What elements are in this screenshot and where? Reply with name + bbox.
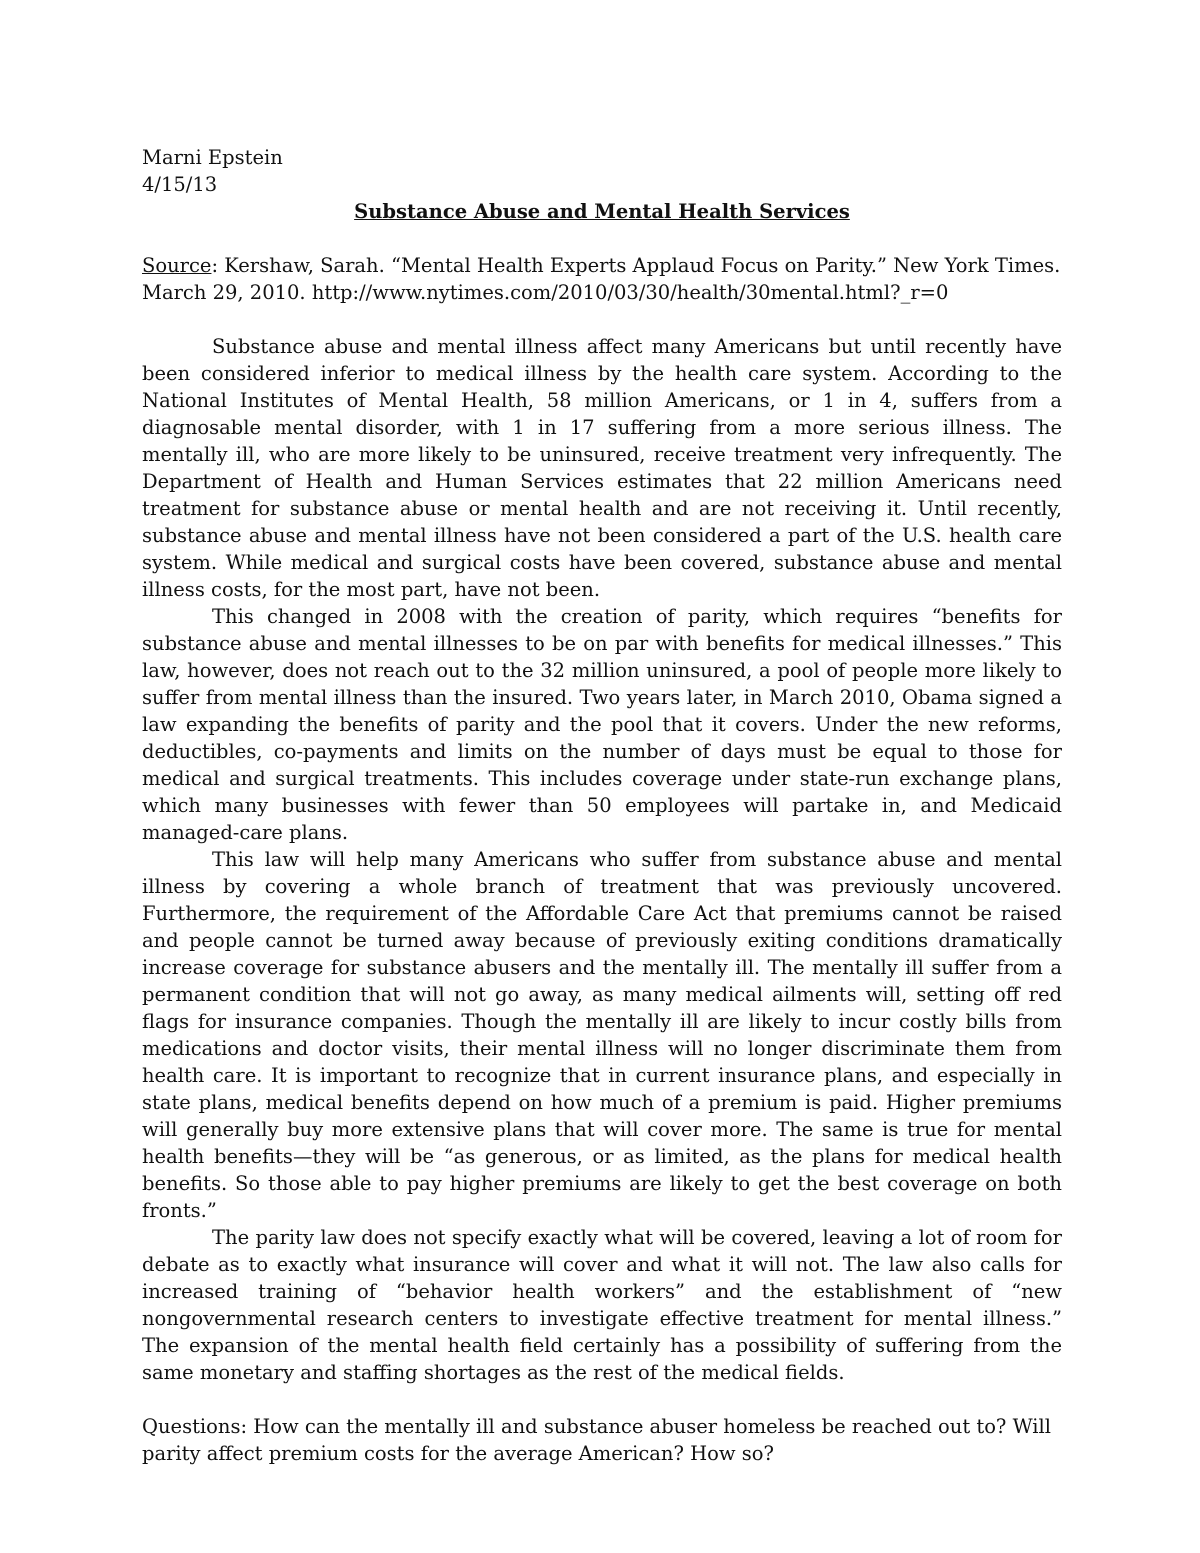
questions-paragraph: Questions: How can the mentally ill and substance abuser homeless be reached out to? Will parity affect premium costs for the average American? How so? [142, 1415, 1051, 1465]
spacer [142, 1386, 1062, 1413]
document-page [142, 144, 1062, 1467]
body-paragraph-2: This changed in 2008 with the creation of parity, which requires “benefits for substance abuse and mental illnesses to be on par with benefits for medical illnesses.” This law, however, does not reach out to the 32 million uninsured, a pool of people more likely to suffer from mental illness than the insured. Two years later, in March 2010, Obama signed a law expanding the benefits of parity and the pool that it covers. Under the new reforms, deductibles, co-payments and limits on the number of days must be equal to those for medical and surgical treatments. This includes coverage under state-run exchange plans, which many businesses with fewer than 50 employees will partake in, and Medicaid managed-care plans. [142, 605, 1062, 844]
document-title: Substance Abuse and Mental Health Services [354, 200, 850, 223]
source-citation-line-2: March 29, 2010. http://www.nytimes.com/2010/03/30/health/30mental.html?_r=0 [142, 281, 949, 304]
body-paragraph-1: Substance abuse and mental illness affect many Americans but until recently have been considered inferior to medical illness by the health care system. According to the National Institutes of Mental Health, 58 million Americans, or 1 in 4, suffers from a diagnosable mental disorder, with 1 in 17 suffering from a more serious illness. The mentally ill, who are more likely to be uninsured, receive treatment very infrequently. The Department of Health and Human Services estimates that 22 million Americans need treatment for substance abuse or mental health and are not receiving it. Until recently, substance abuse and mental illness have not been considered a part of the U.S. health care system. While medical and surgical costs have been covered, substance abuse and mental illness costs, for the most part, have not been. [142, 335, 1062, 601]
source-citation-line-1 [142, 252, 1062, 279]
source-citation-text: : Kershaw, Sarah. “Mental Health Experts Applaud Focus on Parity.” New York Times. [211, 254, 1061, 277]
document-date: 4/15/13 [142, 173, 218, 196]
spacer [142, 225, 1062, 252]
source-label: Source [142, 254, 212, 277]
author-name: Marni Epstein [142, 146, 283, 169]
body-paragraph-3: This law will help many Americans who suffer from substance abuse and mental illness by covering a whole branch of treatment that was previously uncovered. Furthermore, the requirement of the Affordable Care Act that premiums cannot be raised and people cannot be turned away because of previously exiting conditions dramatically increase coverage for substance abusers and the mentally ill. The mentally ill suffer from a permanent condition that will not go away, as many medical ailments will, setting off red flags for insurance companies. Though the mentally ill are likely to incur costly bills from medications and doctor visits, their mental illness will no longer discriminate them from health care. It is important to recognize that in current insurance plans, and especially in state plans, medical benefits depend on how much of a premium is paid. Higher premiums will generally buy more extensive plans that will cover more. The same is true for mental health benefits—they will be “as generous, or as limited, as the plans for medical health benefits. So those able to pay higher premiums are likely to get the best coverage on both fronts.” [142, 848, 1062, 1222]
spacer [142, 306, 1062, 333]
body-paragraph-4: The parity law does not specify exactly what will be covered, leaving a lot of room for debate as to exactly what insurance will cover and what it will not. The law also calls for increased training of “behavior health workers” and the establishment of “new nongovernmental research centers to investigate effective treatment for mental illness.” The expansion of the mental health field certainly has a possibility of suffering from the same monetary and staffing shortages as the rest of the medical fields. [142, 1226, 1062, 1384]
